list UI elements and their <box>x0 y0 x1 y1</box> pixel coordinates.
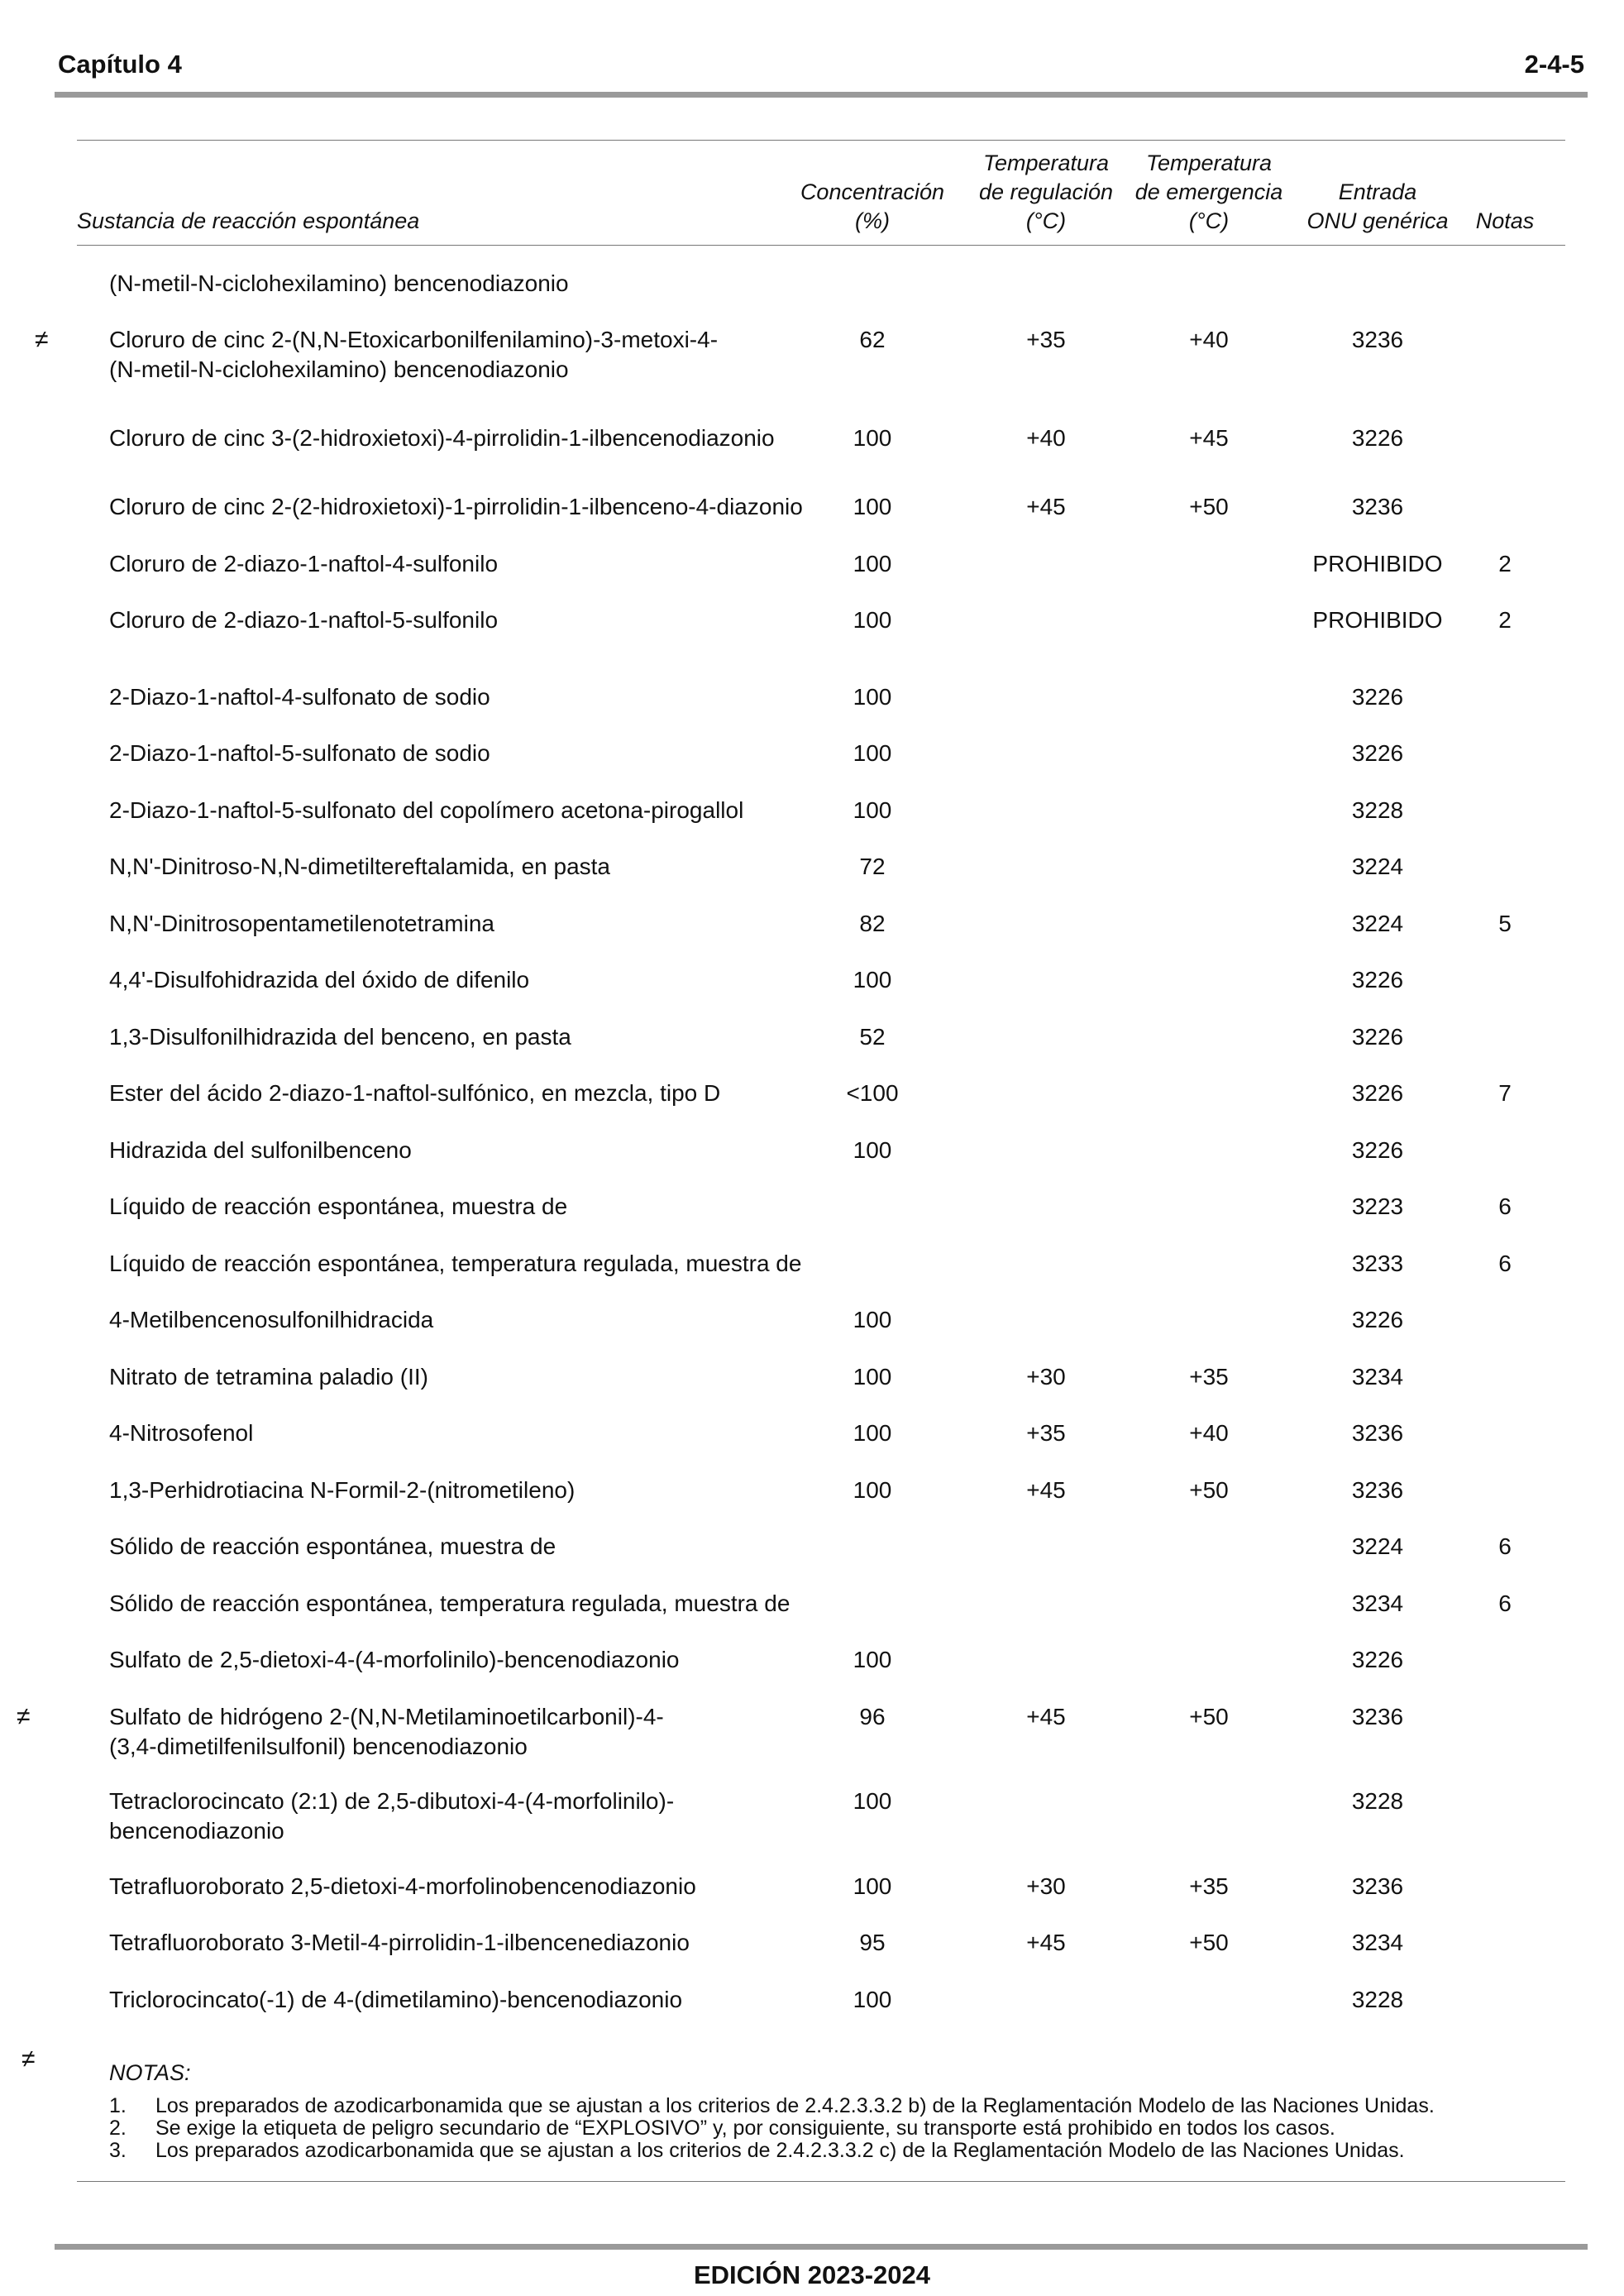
cell-control: +40 <box>1026 425 1066 451</box>
cell-notes: 6 <box>1498 1251 1512 1276</box>
substance-name: Hidrazida del sulfonilbenceno <box>109 1137 412 1163</box>
cell-notes: 2 <box>1498 607 1512 633</box>
note-item: 3. Los preparados azodicarbonamida que se ajustan a los criterios de 2.4.2.3.3.2 c) de la Reglamentación Modelo de las Naciones Unidas. <box>109 2139 1405 2162</box>
substance-name: Triclorocincato(-1) de 4-(dimetilamino)-bencenodiazonio <box>109 1987 683 2012</box>
cell-emergency: +50 <box>1189 1930 1229 1955</box>
cell-conc: 100 <box>853 425 892 451</box>
cell-conc: 100 <box>853 494 892 519</box>
substance-name: 4-Nitrosofenol <box>109 1420 254 1446</box>
cell-notes: 6 <box>1498 1193 1512 1219</box>
substance-name: 2-Diazo-1-naftol-5-sulfonato de sodio <box>109 740 490 766</box>
col-header-un-entry: Entrada ONU genérica <box>1306 179 1449 233</box>
cell-conc: 100 <box>853 1873 892 1899</box>
substance-name: Sólido de reacción espontánea, temperatura regulada, muestra de <box>109 1590 791 1616</box>
cell-notes: 6 <box>1498 1590 1512 1616</box>
note-item: 1. Los preparados de azodicarbonamida que se ajustan a los criterios de 2.4.2.3.3.2 b) de la Reglamentación Modelo de las Naciones Unidas. <box>109 2094 1435 2117</box>
cell-conc: 96 <box>859 1704 886 1729</box>
cell-un: 3226 <box>1351 967 1404 993</box>
col-header-substance: Sustancia de reacción espontánea <box>77 208 420 233</box>
cell-un: 3234 <box>1351 1590 1404 1616</box>
cell-conc: 82 <box>859 911 886 936</box>
cell-un: 3226 <box>1351 1080 1404 1106</box>
cell-conc: 100 <box>853 1420 892 1446</box>
cell-control: +45 <box>1026 1930 1066 1955</box>
cell-emergency: +50 <box>1189 1477 1229 1503</box>
cell-un: 3236 <box>1351 327 1404 352</box>
cell-conc: 100 <box>853 1364 892 1390</box>
substance-name: Sulfato de 2,5-dietoxi-4-(4-morfolinilo)-bencenodiazonio <box>109 1647 680 1672</box>
cell-un: 3234 <box>1351 1930 1404 1955</box>
cell-un: 3236 <box>1351 1477 1404 1503</box>
cell-un: 3224 <box>1351 854 1404 879</box>
cell-un: 3226 <box>1351 1647 1404 1672</box>
cell-emergency: +45 <box>1189 425 1229 451</box>
substance-name: N,N'-Dinitroso-N,N-dimetiltereftalamida, en pasta <box>109 854 610 879</box>
cell-conc: 100 <box>853 1137 892 1163</box>
col-header-notes: Notas <box>1475 208 1535 233</box>
col-header-control-temp: Temperatura de regulación (°C) <box>978 151 1114 233</box>
footer-rule <box>55 2244 1588 2250</box>
chapter-title: Capítulo 4 <box>58 50 182 79</box>
cell-un: 3224 <box>1351 1533 1404 1559</box>
substance-name: (N-metil-N-ciclohexilamino) bencenodiazonio <box>109 270 569 296</box>
substance-name: Ester del ácido 2-diazo-1-naftol-sulfónico, en mezcla, tipo D <box>109 1080 721 1106</box>
substance-name: Tetrafluoroborato 2,5-dietoxi-4-morfolinobencenodiazonio <box>109 1873 696 1899</box>
cell-emergency: +50 <box>1189 1704 1229 1729</box>
header-rule <box>55 92 1588 98</box>
substance-name: 1,3-Perhidrotiacina N-Formil-2-(nitrometileno) <box>109 1477 576 1503</box>
cell-un: 3226 <box>1351 425 1404 451</box>
page-number: 2-4-5 <box>1524 50 1584 79</box>
substance-name: Cloruro de cinc 2-(2-hidroxietoxi)-1-pirrolidin-1-ilbenceno-4-diazonio <box>109 494 803 519</box>
substance-name: Sulfato de hidrógeno 2-(N,N-Metilaminoetilcarbonil)-4- (3,4-dimetilfenilsulfonil) bencenodiazonio <box>109 1704 664 1759</box>
cell-un: 3228 <box>1351 1788 1404 1814</box>
cell-control: +45 <box>1026 1477 1066 1503</box>
cell-un: 3226 <box>1351 684 1404 710</box>
cell-conc: 52 <box>859 1024 886 1050</box>
substance-name: 2-Diazo-1-naftol-4-sulfonato de sodio <box>109 684 490 710</box>
substance-name: Cloruro de 2-diazo-1-naftol-4-sulfonilo <box>109 551 499 576</box>
cell-notes: 6 <box>1498 1533 1512 1559</box>
cell-emergency: +50 <box>1189 494 1229 519</box>
cell-control: +45 <box>1026 1704 1066 1729</box>
edition-footer: EDICIÓN 2023-2024 <box>693 2260 931 2289</box>
substance-name: 4-Metilbencenosulfonilhidracida <box>109 1307 434 1332</box>
notes-title: NOTAS: <box>109 2060 191 2085</box>
change-mark: ≠ <box>17 1703 31 1730</box>
table-top-rule <box>77 140 1565 141</box>
table-bottom-rule <box>77 2181 1565 2182</box>
cell-conc: 100 <box>853 1307 892 1332</box>
cell-conc: 100 <box>853 1647 892 1672</box>
substance-name: Sólido de reacción espontánea, muestra de <box>109 1533 556 1559</box>
substance-name: N,N'-Dinitrosopentametilenotetramina <box>109 911 494 936</box>
substance-name: Tetrafluoroborato 3-Metil-4-pirrolidin-1-ilbencenediazonio <box>109 1930 690 1955</box>
cell-conc: 100 <box>853 551 892 576</box>
cell-emergency: +35 <box>1189 1364 1229 1390</box>
cell-conc: 62 <box>859 327 886 352</box>
cell-conc: <100 <box>846 1080 899 1106</box>
cell-emergency: +40 <box>1189 1420 1229 1446</box>
cell-un: 3228 <box>1351 797 1404 823</box>
cell-notes: 2 <box>1498 551 1512 576</box>
change-mark: ≠ <box>21 2045 36 2073</box>
cell-conc: 95 <box>859 1930 886 1955</box>
cell-un: 3233 <box>1351 1251 1404 1276</box>
substance-name: 1,3-Disulfonilhidrazida del benceno, en pasta <box>109 1024 571 1050</box>
substance-name: 2-Diazo-1-naftol-5-sulfonato del copolímero acetona-pirogallol <box>109 797 744 823</box>
cell-un: 3223 <box>1351 1193 1404 1219</box>
cell-conc: 100 <box>853 1987 892 2012</box>
substance-name: Nitrato de tetramina paladio (II) <box>109 1364 428 1390</box>
cell-control: +45 <box>1026 494 1066 519</box>
page-header <box>58 50 1584 83</box>
cell-un: 3234 <box>1351 1364 1404 1390</box>
cell-control: +30 <box>1026 1873 1066 1899</box>
col-header-emergency-temp: Temperatura de emergencia (°C) <box>1134 151 1283 233</box>
substance-name: Líquido de reacción espontánea, muestra de <box>109 1193 568 1219</box>
cell-un: PROHIBIDO <box>1312 607 1443 633</box>
cell-notes: 7 <box>1498 1080 1512 1106</box>
table-header-rule <box>77 245 1565 246</box>
cell-conc: 100 <box>853 1788 892 1814</box>
cell-conc: 100 <box>853 967 892 993</box>
cell-un: 3236 <box>1351 494 1404 519</box>
cell-conc: 72 <box>859 854 886 879</box>
change-mark: ≠ <box>35 326 49 353</box>
cell-un: 3226 <box>1351 1137 1404 1163</box>
cell-emergency: +40 <box>1189 327 1229 352</box>
substance-name: Tetraclorocincato (2:1) de 2,5-dibutoxi-4-(4-morfolinilo)- bencenodiazonio <box>109 1788 675 1844</box>
substance-name: Cloruro de 2-diazo-1-naftol-5-sulfonilo <box>109 607 499 633</box>
col-header-concentration: Concentración (%) <box>800 179 945 233</box>
cell-emergency: +35 <box>1189 1873 1229 1899</box>
cell-control: +30 <box>1026 1364 1066 1390</box>
cell-un: PROHIBIDO <box>1312 551 1443 576</box>
cell-un: 3226 <box>1351 740 1404 766</box>
substance-name: Cloruro de cinc 3-(2-hidroxietoxi)-4-pirrolidin-1-ilbencenodiazonio <box>109 425 775 451</box>
cell-notes: 5 <box>1498 911 1512 936</box>
cell-un: 3224 <box>1351 911 1404 936</box>
cell-conc: 100 <box>853 1477 892 1503</box>
cell-un: 3226 <box>1351 1024 1404 1050</box>
substance-name: Líquido de reacción espontánea, temperatura regulada, muestra de <box>109 1251 802 1276</box>
cell-conc: 100 <box>853 684 892 710</box>
cell-un: 3236 <box>1351 1873 1404 1899</box>
cell-conc: 100 <box>853 797 892 823</box>
cell-un: 3236 <box>1351 1420 1404 1446</box>
cell-control: +35 <box>1026 1420 1066 1446</box>
substance-name: Cloruro de cinc 2-(N,N-Etoxicarbonilfenilamino)-3-metoxi-4- (N-metil-N-ciclohexilamino) bencenodiazonio <box>109 327 719 382</box>
cell-un: 3236 <box>1351 1704 1404 1729</box>
substance-name: 4,4'-Disulfohidrazida del óxido de difenilo <box>109 967 530 993</box>
cell-un: 3226 <box>1351 1307 1404 1332</box>
cell-conc: 100 <box>853 740 892 766</box>
cell-conc: 100 <box>853 607 892 633</box>
note-item: 2. Se exige la etiqueta de peligro secundario de “EXPLOSIVO” y, por consiguiente, su transporte está prohibido en todos los casos. <box>109 2117 1335 2140</box>
cell-un: 3228 <box>1351 1987 1404 2012</box>
cell-control: +35 <box>1026 327 1066 352</box>
